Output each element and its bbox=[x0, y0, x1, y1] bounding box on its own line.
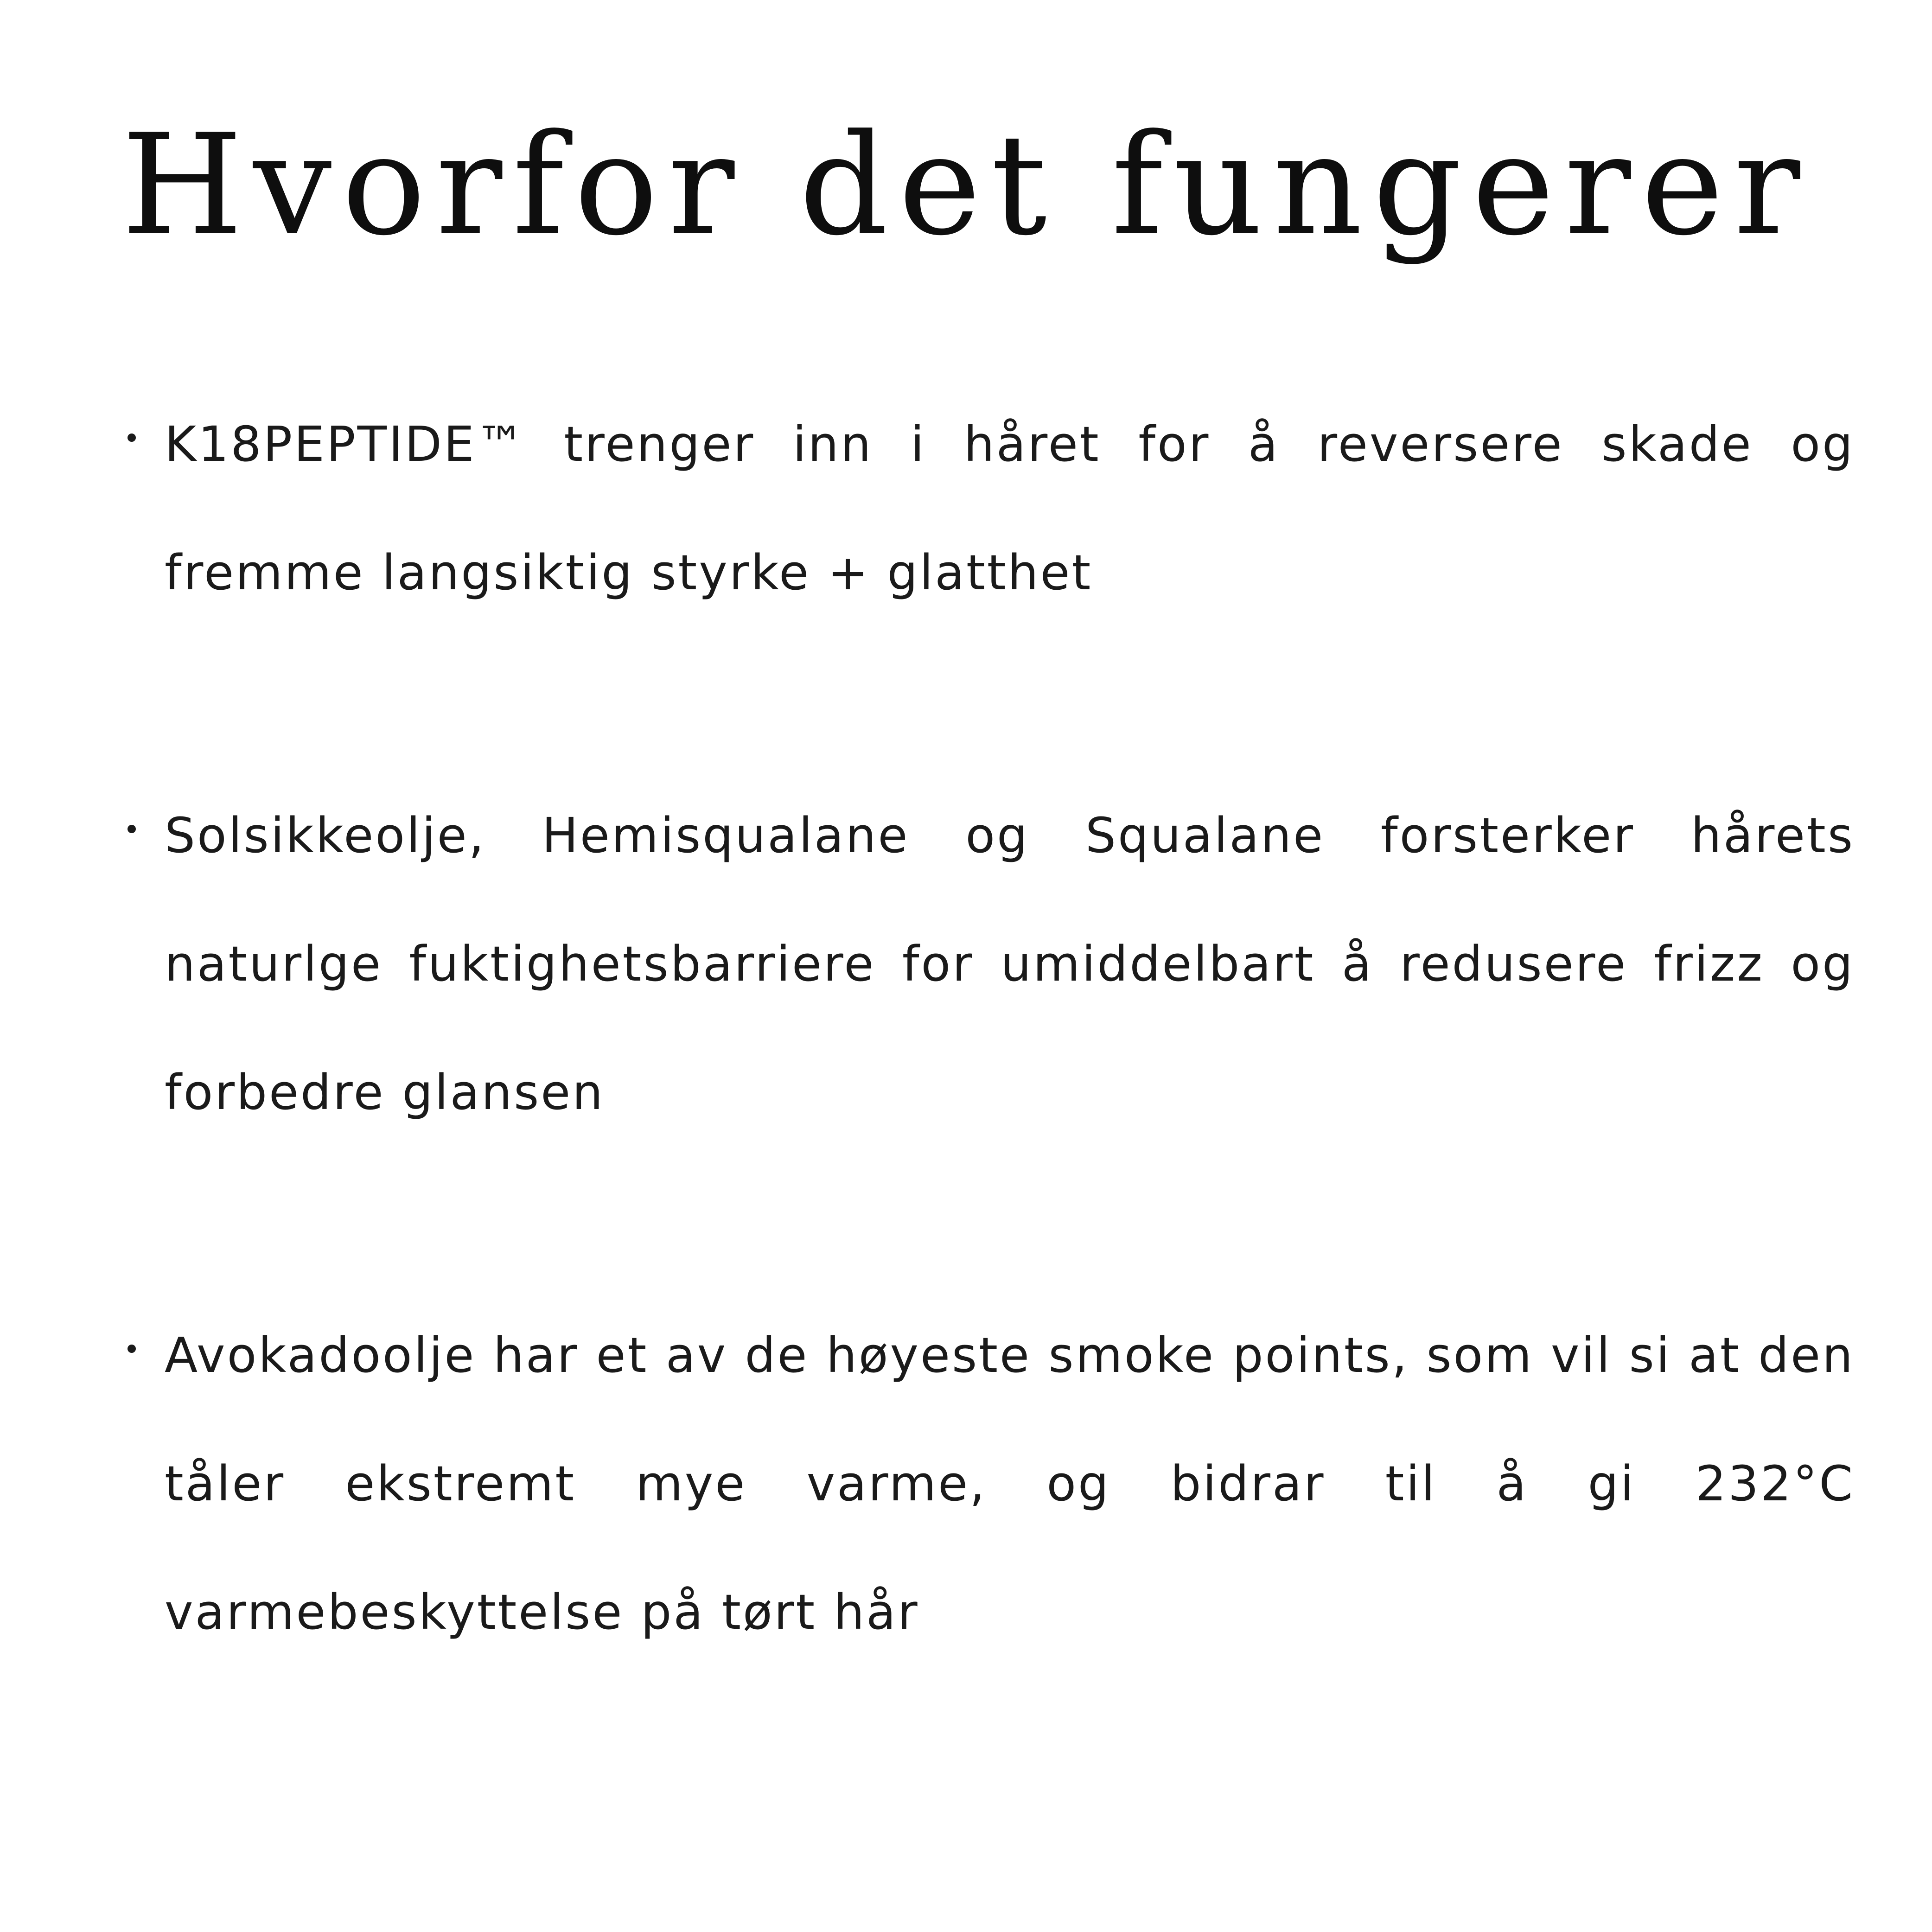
bullet-dot-icon bbox=[128, 434, 136, 442]
list-item bbox=[128, 380, 1855, 637]
list-item-text: Avokadoolje har et av de høyeste smoke points, som vil si at den tåler ekstremt mye varme, og bidrar til å gi 232°C varmebeskyttelse på tørt hår bbox=[165, 1327, 1855, 1640]
bullet-dot-icon bbox=[128, 1345, 136, 1353]
bullet-list bbox=[128, 380, 1855, 1811]
list-item bbox=[128, 772, 1855, 1157]
page-title: Hvorfor det fungerer bbox=[121, 104, 1811, 266]
list-item-text: K18PEPTIDE™ trenger inn i håret for å reversere skade og fremme langsiktig styrke + glatthet bbox=[165, 416, 1855, 601]
list-item bbox=[128, 1291, 1855, 1677]
list-item-text: Solsikkeolje, Hemisqualane og Squalane forsterker hårets naturlge fuktighetsbarriere for umiddelbart å redusere frizz og forbedre glansen bbox=[165, 807, 1855, 1121]
bullet-dot-icon bbox=[128, 825, 136, 833]
